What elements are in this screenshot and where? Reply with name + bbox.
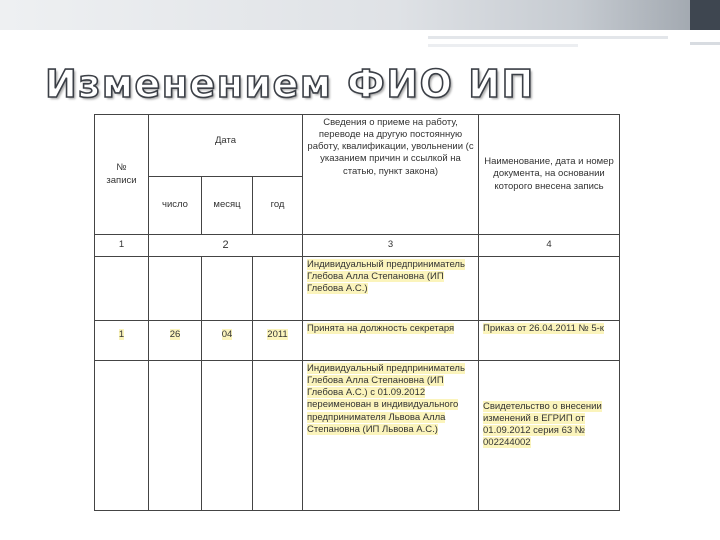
highlighted-text: 04	[221, 329, 233, 340]
table-cell	[149, 321, 202, 361]
header-year: год	[253, 177, 303, 235]
table-cell	[303, 257, 479, 321]
top-decoration-bar	[0, 0, 720, 30]
table-cell	[149, 361, 202, 511]
table-cell	[479, 321, 620, 361]
decoration-line	[690, 42, 720, 45]
column-number: 3	[303, 235, 479, 257]
highlighted-text: 1	[118, 329, 125, 340]
table-cell	[95, 257, 149, 321]
highlighted-text: 26	[169, 329, 181, 340]
highlighted-text: Принята на должность секретаря	[307, 323, 455, 334]
table-cell	[479, 257, 620, 321]
header-document: Наименование, дата и номер документа, на основании которого внесена запись	[479, 115, 620, 235]
decoration-line	[428, 36, 668, 39]
header-info: Сведения о приеме на работу, переводе на другую постоянную работу, квалификации, увольнении (с указанием причин и ссылкой на статью, пункт закона)	[303, 115, 479, 235]
table-cell	[95, 321, 149, 361]
table-cell	[202, 321, 253, 361]
table-cell	[303, 361, 479, 511]
highlighted-text: Индивидуальный предприниматель Глебова Алла Степановна (ИП Глебова А.С.)	[307, 259, 465, 295]
header-month: месяц	[202, 177, 253, 235]
table-cell	[202, 257, 253, 321]
table-cell	[253, 257, 303, 321]
table-cell	[149, 257, 202, 321]
highlighted-text: 2011	[267, 329, 288, 340]
employment-record-table	[94, 114, 620, 511]
table-cell	[303, 321, 479, 361]
column-number: 2	[149, 235, 303, 257]
header-date: Дата	[149, 115, 303, 177]
header-day: число	[149, 177, 202, 235]
table-cell	[253, 361, 303, 511]
highlighted-text: Индивидуальный предприниматель Глебова Алла Степановна (ИП Глебова А.С.) с 01.09.2012 переименован в индивидуального предпринимателя Львова Алла Степановна (ИП Львова А.С.)	[307, 363, 465, 435]
table-cell	[479, 361, 620, 511]
highlighted-text: Приказ от 26.04.2011 № 5-к	[483, 323, 604, 334]
table-cell	[95, 361, 149, 511]
header-record-number: № записи	[95, 115, 149, 235]
decoration-line	[428, 44, 578, 47]
highlighted-text: Свидетельство о внесении изменений в ЕГРИП от 01.09.2012 серия 63 № 002244002	[483, 401, 602, 449]
column-number: 1	[95, 235, 149, 257]
table-cell	[253, 321, 303, 361]
slide-title: Изменением ФИО ИП	[45, 62, 535, 106]
table-cell	[202, 361, 253, 511]
top-decoration-corner	[690, 0, 720, 30]
column-number: 4	[479, 235, 620, 257]
